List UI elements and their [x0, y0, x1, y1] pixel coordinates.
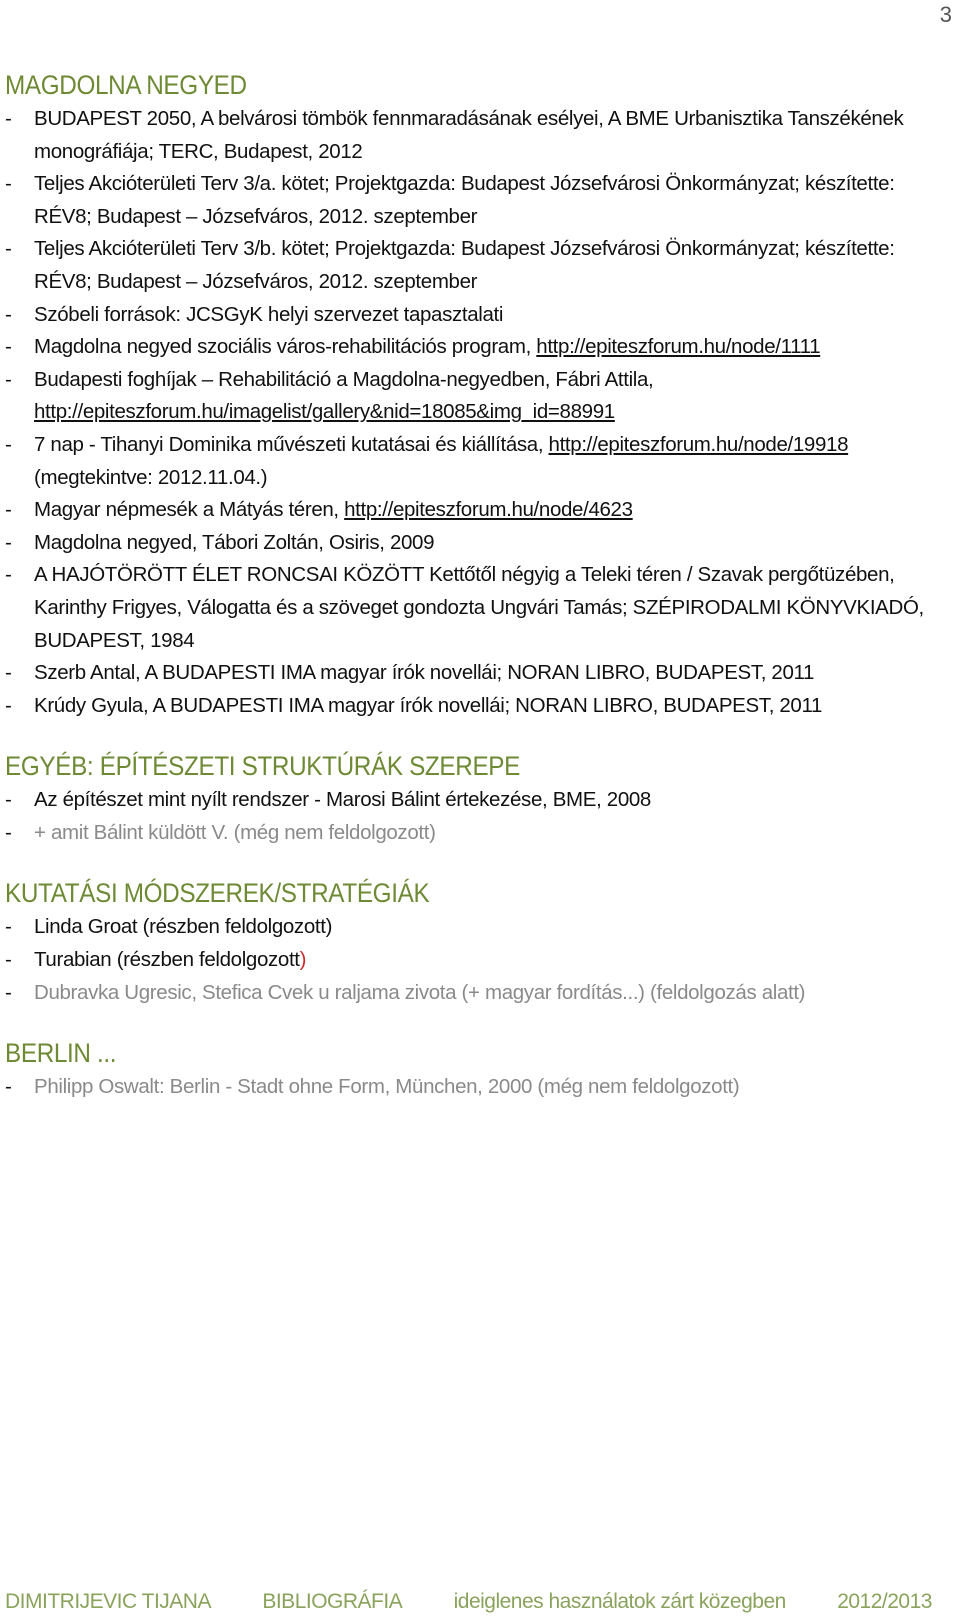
list-dash: - [5, 335, 12, 359]
bibliography-entry [5, 331, 940, 364]
bibliography-entry [5, 911, 940, 944]
bibliography-entry [5, 233, 940, 298]
page-footer [5, 1590, 932, 1614]
bibliography-entry [5, 690, 940, 723]
list-dash: - [5, 693, 12, 717]
page-number: 3 [939, 2, 952, 27]
bibliography-section [5, 878, 940, 1009]
list-dash: - [5, 172, 12, 196]
list-dash: - [5, 980, 12, 1004]
bibliography-entry [5, 817, 940, 850]
bibliography-entry [5, 784, 940, 817]
bibliography-list [5, 103, 940, 722]
list-dash: - [5, 498, 12, 522]
entry-text: Szóbeli források: JCSGyK helyi szervezet tapasztalati [34, 302, 504, 326]
list-dash: - [5, 915, 12, 939]
entry-text: Teljes Akcióterületi Terv 3/a. kötet; Projektgazda: Budapest Józsefvárosi Önkormányzat; készítette: RÉV8; Budapest – Józsefváros, 2012. szeptember [34, 172, 895, 228]
bibliography-section [5, 1038, 940, 1104]
entry-text: (megtekintve: 2012.11.04.) [34, 465, 268, 489]
list-dash: - [5, 788, 12, 812]
list-dash: - [5, 107, 12, 130]
footer-note: ideiglenes használatok zárt közegben [453, 1590, 786, 1613]
section-title: EGYÉB: ÉPÍTÉSZETI STRUKTÚRÁK SZEREPE [5, 751, 520, 782]
footer-year: 2012/2013 [837, 1590, 932, 1613]
bibliography-entry [5, 527, 940, 560]
list-dash: - [5, 367, 12, 391]
list-dash: - [5, 432, 12, 456]
entry-text: Linda Groat (részben feldolgozott) [34, 915, 333, 939]
bibliography-list [5, 784, 940, 849]
entry-link[interactable]: http://epiteszforum.hu/imagelist/gallery&nid=18085&img_id=88991 [34, 400, 615, 424]
list-dash: - [5, 563, 12, 587]
bibliography-entry [5, 1071, 940, 1104]
list-dash: - [5, 302, 12, 326]
bibliography-list [5, 911, 940, 1009]
bibliography-content [5, 70, 940, 1133]
bibliography-entry [5, 559, 940, 657]
entry-text: Philipp Oswalt: Berlin - Stadt ohne Form, München, 2000 (még nem feldolgozott) [34, 1075, 740, 1099]
list-dash: - [5, 661, 12, 685]
bibliography-entry [5, 494, 940, 527]
section-title: BERLIN ... [5, 1038, 117, 1069]
entry-text: 7 nap - Tihanyi Dominika művészeti kutatásai és kiállítása, [34, 432, 549, 456]
entry-text: + amit Bálint küldött V. (még nem feldolgozott) [34, 820, 436, 844]
bibliography-section [5, 70, 940, 722]
entry-link[interactable]: http://epiteszforum.hu/node/19918 [548, 432, 849, 456]
bibliography-entry [5, 168, 940, 233]
bibliography-entry [5, 364, 940, 429]
entry-text: Magyar népmesék a Mátyás téren, [34, 498, 345, 522]
entry-text: Magdolna negyed, Tábori Zoltán, Osiris, 2009 [34, 530, 435, 554]
entry-text: Turabian (részben feldolgozott [34, 948, 300, 972]
list-dash: - [5, 948, 12, 972]
section-title: MAGDOLNA NEGYED [5, 70, 247, 100]
entry-text: BUDAPEST 2050, A belvárosi tömbök fennmaradásának esélyei, A BME Urbanisztika Tanszékének monográfiája; TERC, Budapest, 2012 [34, 107, 904, 163]
bibliography-entry [5, 944, 940, 977]
bibliography-entry [5, 103, 940, 168]
entry-text: A HAJÓTÖRÖTT ÉLET RONCSAI KÖZÖTT Kettőtől négyig a Teleki téren / Szavak pergőtüzében, Karinthy Frigyes, Válogatta és a szöveget gondozta Ungvári Tamás; SZÉPIRODALMI KÖNYVKIADÓ, BUDAPEST, 1984 [34, 563, 924, 652]
entry-text: Teljes Akcióterületi Terv 3/b. kötet; Projektgazda: Budapest Józsefvárosi Önkormányzat; készítette: RÉV8; Budapest – Józsefváros, 2012. szeptember [34, 237, 895, 293]
entry-link[interactable]: http://epiteszforum.hu/node/1111 [536, 335, 821, 359]
list-dash: - [5, 820, 12, 844]
entry-text: Dubravka Ugresic, Stefica Cvek u raljama zivota (+ magyar fordítás...) (feldolgozás alatt) [34, 980, 806, 1004]
entry-text: ) [299, 948, 307, 972]
entry-text: Magdolna negyed szociális város-rehabilitációs program, [34, 335, 537, 359]
bibliography-section [5, 751, 940, 849]
bibliography-entry [5, 429, 940, 494]
bibliography-entry [5, 657, 940, 690]
list-dash: - [5, 1075, 12, 1099]
section-title: KUTATÁSI MÓDSZEREK/STRATÉGIÁK [5, 878, 430, 909]
entry-text: Budapesti foghíjak – Rehabilitáció a Magdolna-negyedben, Fábri Attila, [34, 367, 654, 391]
list-dash: - [5, 530, 12, 554]
entry-text: Az építészet mint nyílt rendszer - Marosi Bálint értekezése, BME, 2008 [34, 788, 651, 812]
footer-doc-type: BIBLIOGRÁFIA [262, 1590, 403, 1613]
entry-text: Krúdy Gyula, A BUDAPESTI IMA magyar írók novellái; NORAN LIBRO, BUDAPEST, 2011 [34, 693, 823, 717]
bibliography-list [5, 1071, 940, 1104]
bibliography-entry [5, 299, 940, 332]
entry-link[interactable]: http://epiteszforum.hu/node/4623 [344, 498, 633, 522]
entry-text: Szerb Antal, A BUDAPESTI IMA magyar írók novellái; NORAN LIBRO, BUDAPEST, 2011 [34, 661, 815, 685]
bibliography-entry [5, 977, 940, 1010]
footer-author: DIMITRIJEVIC TIJANA [5, 1590, 211, 1613]
list-dash: - [5, 237, 12, 261]
